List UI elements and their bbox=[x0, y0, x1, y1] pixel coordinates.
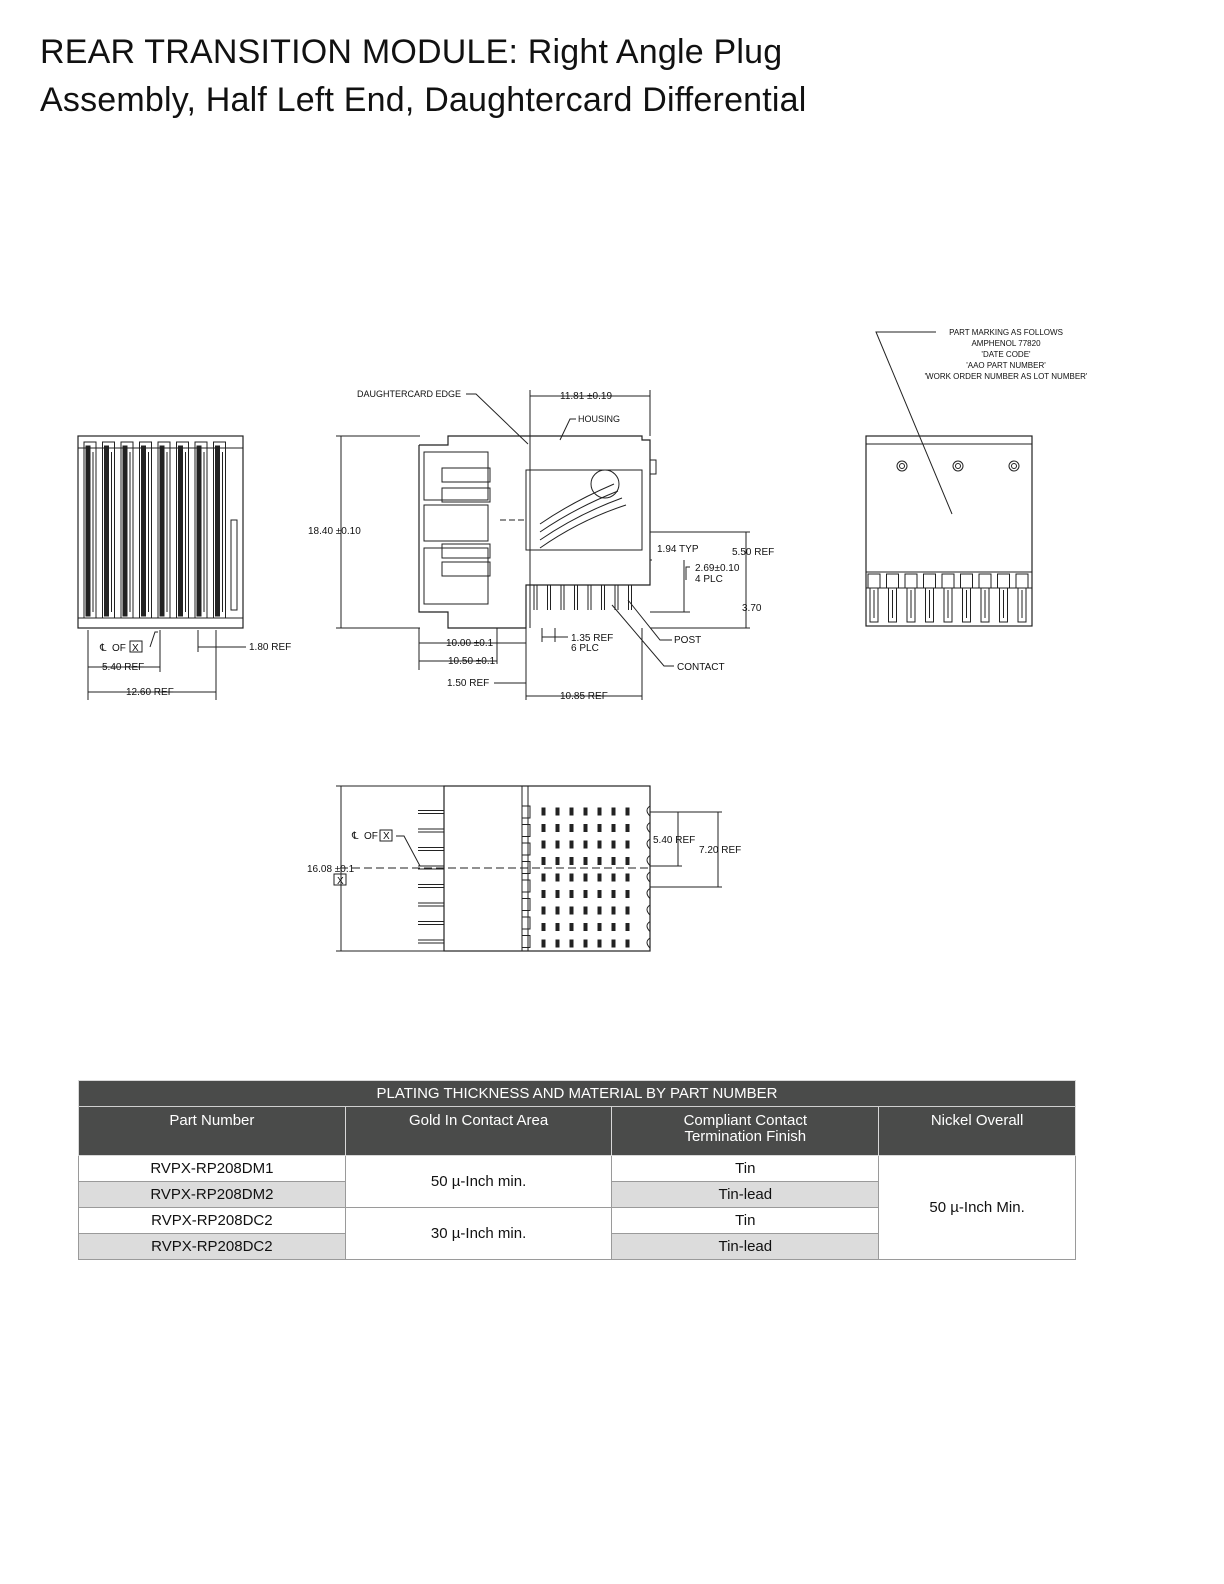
side-dim-11-81: 11.81 ±0.19 bbox=[560, 391, 613, 402]
cell-part-number: RVPX-RP208DC2 bbox=[79, 1234, 346, 1260]
bottom-view-tab bbox=[522, 917, 530, 929]
cell-finish: Tin bbox=[612, 1156, 879, 1182]
plating-table bbox=[78, 1080, 1076, 1260]
side-dim-1-35-qty: 6 PLC bbox=[571, 643, 599, 654]
bottom-view-contact bbox=[598, 825, 601, 832]
side-dim-1-94: 1.94 TYP bbox=[657, 544, 699, 555]
part-marking-line: AMPHENOL 77820 bbox=[971, 339, 1041, 348]
bottom-view-contact bbox=[626, 858, 629, 865]
side-dim-5-50: 5.50 REF bbox=[732, 547, 775, 558]
bottom-view-contact bbox=[556, 841, 559, 848]
side-dim-1-50: 1.50 REF bbox=[447, 678, 490, 689]
left-view-slot-bar bbox=[160, 446, 164, 616]
bottom-view-contact bbox=[542, 907, 545, 914]
right-view-pin-base bbox=[905, 574, 917, 588]
bottom-view-contact bbox=[612, 841, 615, 848]
bottom-view-contact bbox=[570, 874, 573, 881]
bottom-dim-7-20: 7.20 REF bbox=[699, 845, 742, 856]
bottom-view-contact bbox=[570, 825, 573, 832]
bottom-view-contact bbox=[556, 924, 559, 931]
bottom-view-contact bbox=[584, 924, 587, 931]
bottom-view-contact bbox=[570, 940, 573, 947]
side-contact: CONTACT bbox=[677, 662, 725, 673]
side-daughtercard-edge: DAUGHTERCARD EDGE bbox=[357, 389, 462, 399]
header-nickel: Nickel Overall bbox=[879, 1107, 1076, 1156]
side-dim-18-40: 18.40 ±0.10 bbox=[308, 526, 361, 537]
bottom-view-contact bbox=[556, 874, 559, 881]
bottom-view-contact bbox=[626, 940, 629, 947]
part-marking-line: PART MARKING AS FOLLOWS bbox=[949, 328, 1063, 337]
bottom-view-contact bbox=[584, 808, 587, 815]
table-row bbox=[79, 1156, 1076, 1182]
cell-nickel: 50 µ-Inch Min. bbox=[879, 1156, 1076, 1260]
header-gold: Gold In Contact Area bbox=[345, 1107, 612, 1156]
left-view-slot-bar bbox=[216, 446, 220, 616]
left-dim-12-60: 12.60 REF bbox=[126, 687, 174, 698]
bottom-view-contact bbox=[570, 841, 573, 848]
bottom-datum-x-2: X bbox=[337, 876, 344, 887]
bottom-view-contact bbox=[626, 907, 629, 914]
cell-gold-group-1: 50 µ-Inch min. bbox=[345, 1156, 612, 1208]
bottom-view-contact bbox=[542, 874, 545, 881]
bottom-view-contact bbox=[556, 858, 559, 865]
left-datum-x: X bbox=[132, 643, 139, 654]
left-view-slot-bar bbox=[197, 446, 201, 616]
bottom-view-contact bbox=[626, 924, 629, 931]
left-cl-symbol: ℄ bbox=[100, 643, 107, 654]
bottom-view-contact bbox=[598, 940, 601, 947]
left-view-slot-bar bbox=[105, 446, 109, 616]
bottom-view-tab bbox=[522, 825, 530, 837]
bottom-view-contact bbox=[612, 940, 615, 947]
bottom-view-contact bbox=[598, 858, 601, 865]
bottom-dim-16-08: 16.08 ±0.1 bbox=[307, 864, 355, 875]
part-marking-line: 'WORK ORDER NUMBER AS LOT NUMBER' bbox=[924, 372, 1088, 381]
table-caption: PLATING THICKNESS AND MATERIAL BY PART NUMBER bbox=[79, 1081, 1076, 1107]
left-cl-of: OF bbox=[112, 643, 126, 654]
right-view-pin-base bbox=[979, 574, 991, 588]
bottom-view-contact bbox=[584, 825, 587, 832]
right-view-pin-base bbox=[924, 574, 936, 588]
left-dim-5-40: 5.40 REF bbox=[102, 662, 145, 673]
bottom-view-contact bbox=[542, 940, 545, 947]
left-view-slot-bar bbox=[179, 446, 183, 616]
bottom-view-contact bbox=[612, 808, 615, 815]
side-dim-1-35: 1.35 REF bbox=[571, 633, 614, 644]
side-housing: HOUSING bbox=[578, 414, 621, 424]
side-post: POST bbox=[674, 635, 702, 646]
bottom-view-contact bbox=[584, 940, 587, 947]
bottom-view-contact bbox=[556, 891, 559, 898]
cell-gold-group-2: 30 µ-Inch min. bbox=[345, 1208, 612, 1260]
side-dim-2-69: 2.69±0.10 bbox=[695, 563, 740, 574]
header-compliant bbox=[612, 1107, 879, 1156]
part-marking-line: 'DATE CODE' bbox=[981, 350, 1031, 359]
bottom-view-contact bbox=[626, 825, 629, 832]
left-dim-1-80: 1.80 REF bbox=[249, 642, 292, 653]
cell-part-number: RVPX-RP208DM1 bbox=[79, 1156, 346, 1182]
bottom-view-contact bbox=[542, 825, 545, 832]
bottom-view-contact bbox=[584, 858, 587, 865]
bottom-view-contact bbox=[612, 891, 615, 898]
right-view-pin-base bbox=[961, 574, 973, 588]
side-dim-10-85: 10.85 REF bbox=[560, 691, 608, 702]
bottom-view-contact bbox=[598, 841, 601, 848]
bottom-view-tab bbox=[522, 936, 530, 948]
bottom-view-contact bbox=[542, 858, 545, 865]
bottom-datum-x: X bbox=[383, 831, 390, 842]
header-compliant-line-2: Termination Finish bbox=[684, 1128, 807, 1145]
bottom-view-contact bbox=[612, 858, 615, 865]
right-view-pin-base bbox=[868, 574, 880, 588]
bottom-dim-5-40: 5.40 REF bbox=[653, 835, 696, 846]
page-title-line-1: REAR TRANSITION MODULE: Right Angle Plug bbox=[40, 33, 783, 71]
side-dim-10-50: 10.50 ±0.1 bbox=[448, 656, 496, 667]
left-view-slot-bar bbox=[142, 446, 146, 616]
bottom-view-tab bbox=[522, 880, 530, 892]
header-part-number: Part Number bbox=[79, 1107, 346, 1156]
bottom-view-contact bbox=[570, 808, 573, 815]
bottom-view-contact bbox=[570, 858, 573, 865]
cell-finish: Tin-lead bbox=[612, 1182, 879, 1208]
header-compliant-line-1: Compliant Contact bbox=[683, 1112, 807, 1129]
part-marking-note bbox=[925, 328, 1088, 381]
bottom-view-contact bbox=[570, 907, 573, 914]
bottom-view-contact bbox=[584, 874, 587, 881]
bottom-view-contact bbox=[612, 874, 615, 881]
cell-finish: Tin bbox=[612, 1208, 879, 1234]
part-marking-line: 'AAO PART NUMBER' bbox=[966, 361, 1046, 370]
cell-part-number: RVPX-RP208DM2 bbox=[79, 1182, 346, 1208]
bottom-view-contact bbox=[612, 907, 615, 914]
bottom-view-contact bbox=[542, 891, 545, 898]
bottom-view-contact bbox=[612, 825, 615, 832]
bottom-view-contact bbox=[626, 808, 629, 815]
bottom-cl-symbol: ℄ bbox=[352, 831, 359, 842]
side-dim-3-70: 3.70 bbox=[742, 603, 762, 614]
left-view-slot-bar bbox=[86, 446, 90, 616]
bottom-view-tab bbox=[522, 899, 530, 911]
right-view-pin-base bbox=[942, 574, 954, 588]
bottom-view-contact bbox=[556, 825, 559, 832]
bottom-view-contact bbox=[584, 907, 587, 914]
bottom-view-contact bbox=[556, 940, 559, 947]
bottom-view-contact bbox=[598, 907, 601, 914]
bottom-view-tab bbox=[522, 843, 530, 855]
bottom-cl-of: OF bbox=[364, 831, 378, 842]
right-view-pin-base bbox=[887, 574, 899, 588]
bottom-view-contact bbox=[598, 874, 601, 881]
bottom-view-contact bbox=[584, 891, 587, 898]
bottom-view-contact bbox=[626, 874, 629, 881]
left-view-slots bbox=[84, 442, 226, 618]
bottom-view-contact bbox=[542, 808, 545, 815]
right-view-pin-base bbox=[1016, 574, 1028, 588]
bottom-view-contact bbox=[570, 891, 573, 898]
bottom-view-contact bbox=[542, 841, 545, 848]
bottom-view-contact bbox=[542, 924, 545, 931]
left-view-slot-bar bbox=[123, 446, 127, 616]
bottom-view-contact bbox=[556, 808, 559, 815]
bottom-view-tab bbox=[522, 806, 530, 818]
bottom-view-contact bbox=[598, 808, 601, 815]
page-title-line-2: Assembly, Half Left End, Daughtercard Differential bbox=[40, 81, 807, 119]
cell-part-number: RVPX-RP208DC2 bbox=[79, 1208, 346, 1234]
bottom-view-contact bbox=[598, 924, 601, 931]
side-dim-2-69-qty: 4 PLC bbox=[695, 574, 723, 585]
bottom-view-contact bbox=[570, 924, 573, 931]
side-dim-10-00: 10.00 ±0.1 bbox=[446, 638, 494, 649]
bottom-view-contact bbox=[626, 841, 629, 848]
left-end-view bbox=[78, 436, 246, 700]
bottom-view-contact bbox=[626, 891, 629, 898]
right-view-pin-base bbox=[998, 574, 1010, 588]
cell-finish: Tin-lead bbox=[612, 1234, 879, 1260]
bottom-view-contact bbox=[584, 841, 587, 848]
bottom-view-contact bbox=[612, 924, 615, 931]
bottom-view bbox=[334, 786, 722, 951]
bottom-view-contact bbox=[556, 907, 559, 914]
bottom-view-contact bbox=[598, 891, 601, 898]
